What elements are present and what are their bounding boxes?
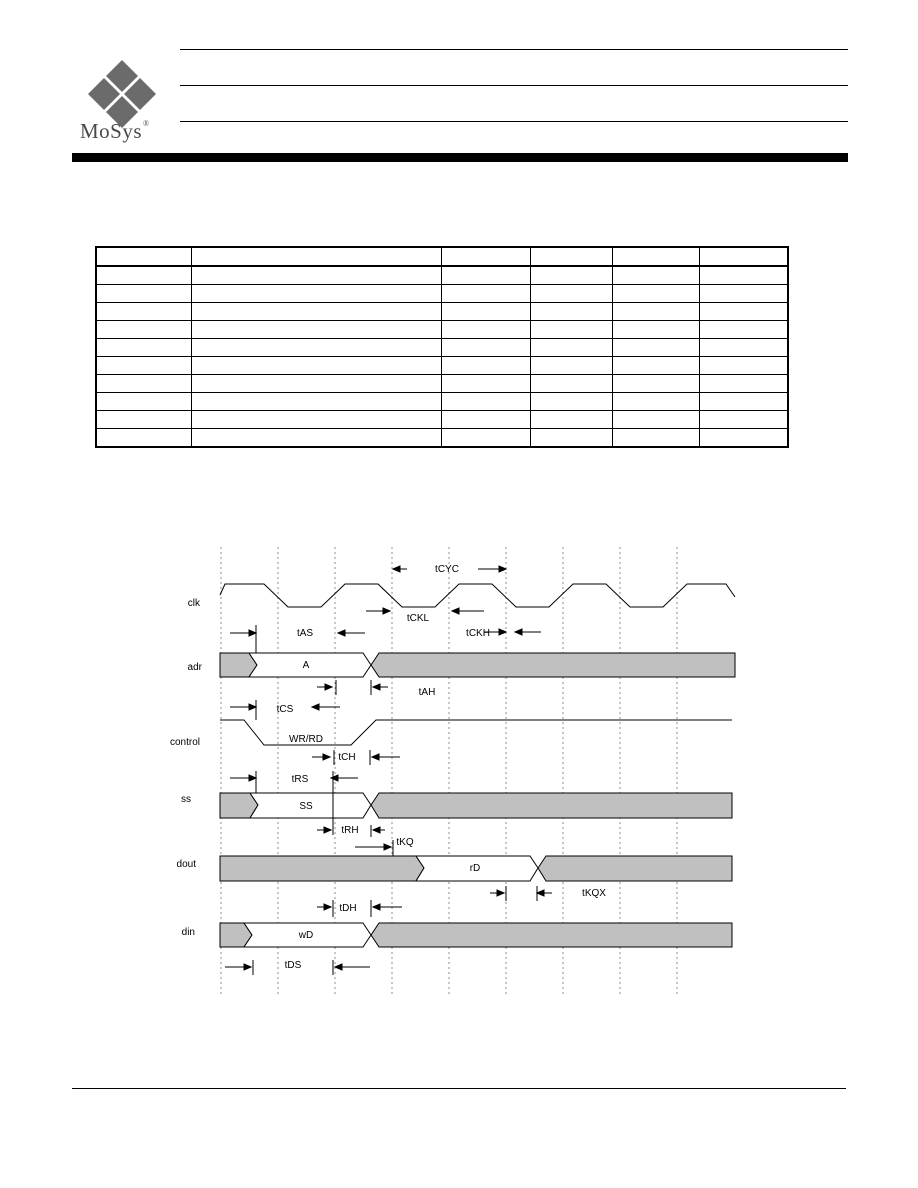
table-cell <box>530 411 612 429</box>
table-cell <box>191 303 441 321</box>
signal-label-adr: adr <box>187 662 202 673</box>
table-row <box>96 266 788 285</box>
table-cell <box>441 393 530 411</box>
param-tkq: tKQ <box>396 837 414 848</box>
table-cell <box>191 411 441 429</box>
table-cell <box>441 357 530 375</box>
ss-data-label: SS <box>299 801 313 812</box>
table-cell <box>191 393 441 411</box>
table-row <box>96 303 788 321</box>
signal-label-ss: ss <box>181 794 191 805</box>
table-cell <box>441 411 530 429</box>
table-cell <box>96 321 191 339</box>
table-cell <box>699 321 788 339</box>
table-cell <box>441 266 530 285</box>
table-cell <box>530 247 612 266</box>
table-cell <box>699 285 788 303</box>
table-row <box>96 375 788 393</box>
header-bar <box>72 153 848 162</box>
adr-waveform <box>220 653 735 677</box>
table-cell <box>191 375 441 393</box>
table-cell <box>612 393 699 411</box>
table-row <box>96 411 788 429</box>
table-cell <box>530 393 612 411</box>
ss-waveform <box>220 793 732 818</box>
table-cell <box>530 321 612 339</box>
table-cell <box>96 411 191 429</box>
table-cell <box>96 285 191 303</box>
table-cell <box>191 357 441 375</box>
param-tcyc: tCYC <box>435 564 459 575</box>
table-row <box>96 393 788 411</box>
param-tch: tCH <box>338 752 356 763</box>
table-row <box>96 339 788 357</box>
table-cell <box>612 357 699 375</box>
table-cell <box>530 339 612 357</box>
table-cell <box>612 321 699 339</box>
table-cell <box>96 429 191 448</box>
table-cell <box>699 393 788 411</box>
table-cell <box>441 339 530 357</box>
table-cell <box>191 266 441 285</box>
table-cell <box>441 247 530 266</box>
table-cell <box>96 375 191 393</box>
table-row <box>96 357 788 375</box>
param-tckh: tCKH <box>466 628 490 639</box>
param-tckl: tCKL <box>406 613 430 624</box>
din-data-label: wD <box>298 930 314 941</box>
clk-waveform <box>220 584 735 607</box>
table-header-row <box>96 247 788 266</box>
table-cell <box>530 266 612 285</box>
table-cell <box>191 285 441 303</box>
table-cell <box>699 357 788 375</box>
table-cell <box>191 429 441 448</box>
table-cell <box>96 266 191 285</box>
table-cell <box>530 375 612 393</box>
table-cell <box>612 429 699 448</box>
table-cell <box>441 321 530 339</box>
signal-label-dout: dout <box>176 859 196 870</box>
table-cell <box>530 429 612 448</box>
table-cell <box>699 375 788 393</box>
table-cell <box>612 411 699 429</box>
table-cell <box>441 303 530 321</box>
param-tah: tAH <box>418 687 436 698</box>
table-cell <box>612 285 699 303</box>
table-cell <box>191 339 441 357</box>
timing-arrows <box>225 566 552 975</box>
header-rule-3 <box>180 121 848 122</box>
table-cell <box>191 247 441 266</box>
table-cell <box>96 247 191 266</box>
param-tcs: tCS <box>276 704 294 715</box>
table-cell <box>96 339 191 357</box>
table-cell <box>530 357 612 375</box>
brand-wordmark <box>80 119 150 144</box>
table-cell <box>699 266 788 285</box>
table-row <box>96 285 788 303</box>
signal-label-clk: clk <box>187 598 200 609</box>
timing-diagram <box>160 545 760 1000</box>
param-tds: tDS <box>284 960 302 971</box>
table-cell <box>699 303 788 321</box>
signal-label-control: control <box>169 737 200 748</box>
table-cell <box>612 303 699 321</box>
header-rule-1 <box>180 49 848 50</box>
param-trh: tRH <box>341 825 359 836</box>
table-row <box>96 429 788 448</box>
signal-label-din: din <box>181 927 195 938</box>
table-cell <box>191 321 441 339</box>
table-cell <box>96 357 191 375</box>
brand-name: MoSys <box>80 119 143 143</box>
table-cell <box>441 375 530 393</box>
param-trs: tRS <box>291 774 309 785</box>
spec-table <box>95 246 789 448</box>
table-cell <box>612 266 699 285</box>
table-cell <box>612 375 699 393</box>
table-cell <box>699 339 788 357</box>
table-cell <box>612 247 699 266</box>
table-cell <box>441 285 530 303</box>
param-tkqx: tKQX <box>582 888 606 899</box>
footer-rule <box>72 1088 846 1089</box>
table-cell <box>96 303 191 321</box>
dout-data-label: rD <box>469 863 481 874</box>
table-cell <box>699 411 788 429</box>
param-tdh: tDH <box>339 903 357 914</box>
table-cell <box>699 247 788 266</box>
control-data-label: WR/RD <box>289 734 323 745</box>
header-rule-2 <box>180 85 848 86</box>
table-cell <box>612 339 699 357</box>
table-cell <box>530 285 612 303</box>
table-cell <box>530 303 612 321</box>
table-cell <box>441 429 530 448</box>
table-cell <box>699 429 788 448</box>
din-waveform <box>220 923 732 947</box>
table-row <box>96 321 788 339</box>
table-cell <box>96 393 191 411</box>
adr-data-label: A <box>302 660 310 671</box>
param-tas: tAS <box>296 628 314 639</box>
registered-mark: ® <box>143 119 150 128</box>
